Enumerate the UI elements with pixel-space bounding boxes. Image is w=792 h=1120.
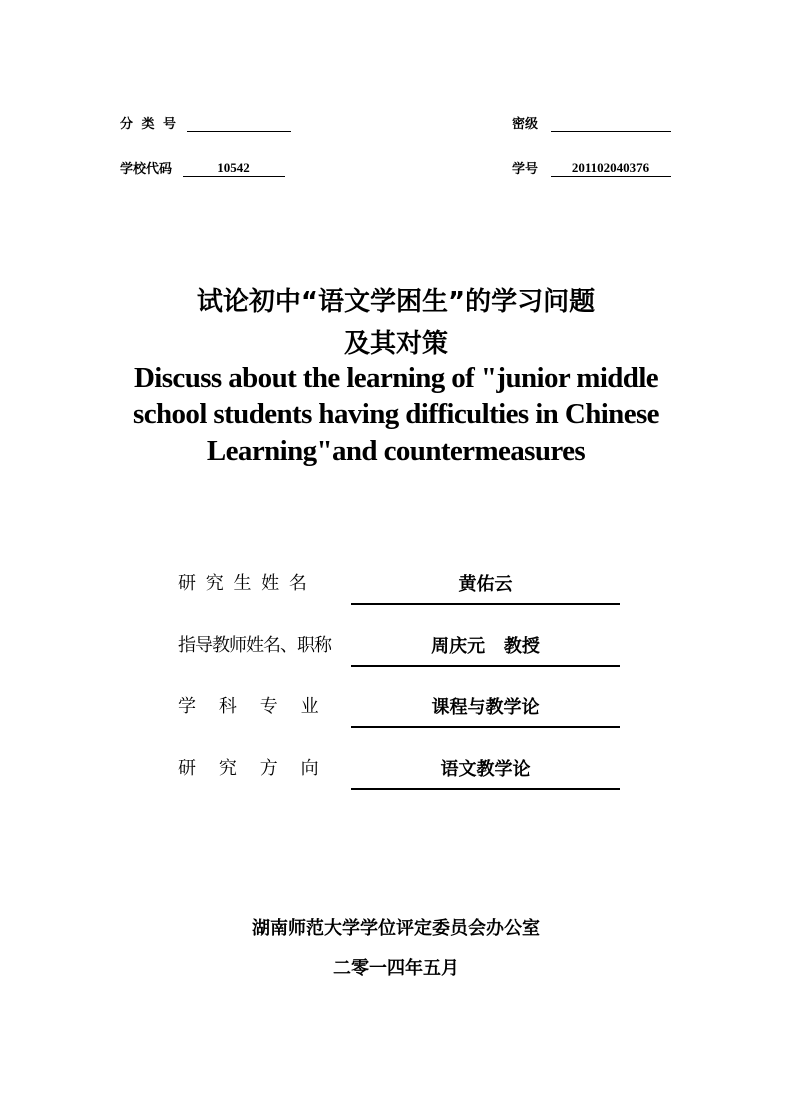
direction-row [178,756,628,790]
title-en-line2: school students having difficulties in Chinese [133,398,659,430]
school-code-field [120,158,285,177]
title-cn-line1: 试论初中“语文学困生”的学习问题 [196,287,596,317]
direction-value: 语文教学论 [351,758,620,790]
student-id-label: 学号 [512,162,539,177]
classification-label: 分 类 号 [120,117,177,132]
classification-field [120,113,291,132]
student-name-row [178,571,628,605]
direction-label: 研 究 方 向 [178,758,319,779]
secret-level-value [551,115,671,132]
title-cn-line2: 及其对策 [343,329,448,359]
secret-level-label: 密级 [512,117,539,132]
student-name-label: 研 究 生 姓 名 [178,573,309,594]
school-code-label: 学校代码 [120,162,173,177]
secret-level-field [512,113,671,132]
advisor-row [178,633,628,667]
classification-value [187,115,291,132]
title-en-line3: Learning"and countermeasures [206,435,586,467]
major-label: 学 科 专 业 [178,696,319,717]
major-row [178,694,628,728]
title-en-line1: Discuss about the learning of "junior middle [133,362,659,394]
student-id-value: 201102040376 [551,160,671,177]
advisor-value: 周庆元 教授 [351,635,620,667]
student-name-value: 黄佑云 [351,573,620,605]
student-id-field [512,158,671,177]
advisor-label: 指导教师姓名、职称 [178,635,331,656]
document-date: 二零一四年五月 [333,958,459,979]
office-name: 湖南师范大学学位评定委员会办公室 [252,918,540,939]
major-value: 课程与教学论 [351,696,620,728]
school-code-value: 10542 [183,160,285,177]
